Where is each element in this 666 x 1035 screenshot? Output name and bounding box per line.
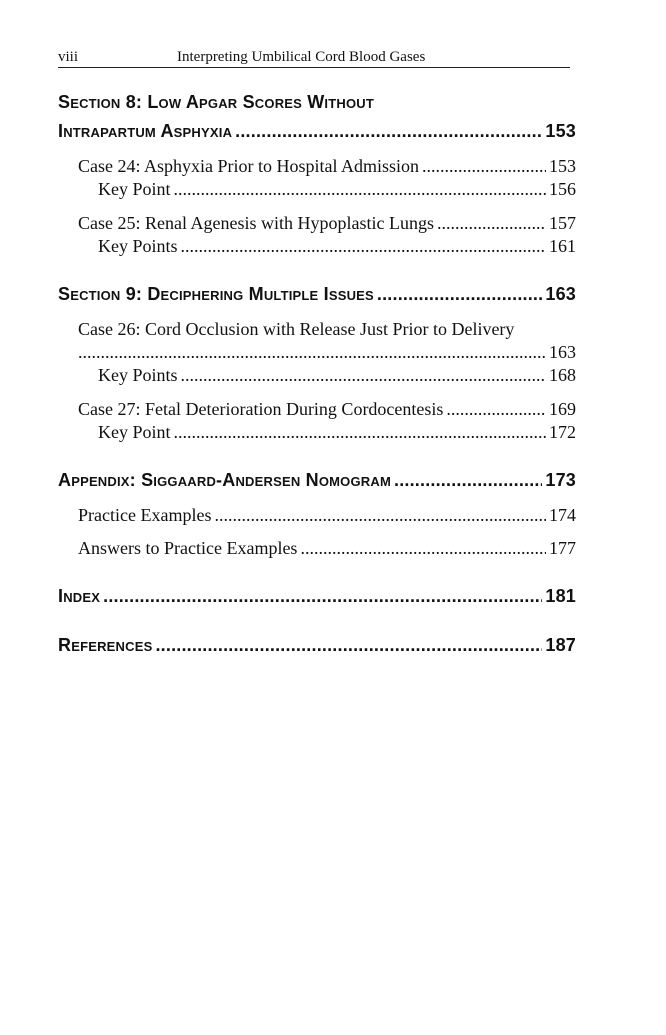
toc-case-25[interactable] [78,212,576,235]
page-number: 161 [549,236,576,256]
entry-title: Practice Examples [78,505,212,525]
toc-section-8[interactable] [58,119,576,143]
entry-title: Index [58,586,101,606]
toc-section-8-line2: Intrapartum Asphyxia [58,121,233,141]
book-title: Interpreting Umbilical Cord Blood Gases [177,49,426,65]
entry-title: Case 25: Renal Agenesis with Hypoplastic Lungs [78,213,434,233]
dot-leader [422,155,546,178]
entry-title: Answers to Practice Examples [78,538,298,558]
dot-leader [103,584,542,608]
entry-title: Key Points [98,236,178,256]
page-number: 187 [545,635,576,655]
toc-answers-practice-examples[interactable] [78,537,576,560]
page-number: 172 [549,422,576,442]
toc-section-9[interactable] [58,282,576,306]
page-number: 174 [549,505,576,525]
entry-title: Key Point [98,179,171,199]
toc-section-8-line1: Section 8: Low Apgar Scores Without [58,92,375,112]
entry-title: Case 24: Asphyxia Prior to Hospital Admission [78,156,420,176]
toc-case-24-key-point[interactable] [98,178,576,201]
toc-case-24[interactable] [78,155,576,178]
dot-leader [377,282,542,306]
toc-case-25-key-points[interactable] [98,235,576,258]
entry-title: Key Points [98,365,178,385]
toc-practice-examples[interactable] [78,504,576,527]
page-number: 163 [549,342,576,362]
toc-case-26-key-points[interactable] [98,364,576,387]
page-folio: viii [58,49,79,65]
entry-title: Case 27: Fetal Deterioration During Cordocentesis [78,399,444,419]
dot-leader [446,398,546,421]
dot-leader [174,421,546,444]
dot-leader [235,119,542,143]
entry-title: Section 9: Deciphering Multiple Issues [58,284,374,304]
page-number: 153 [545,121,576,141]
dot-leader [394,468,542,492]
toc-case-27[interactable] [78,398,576,421]
page-number: 169 [549,399,576,419]
dot-leader [155,633,542,657]
entry-title: References [58,635,153,655]
page-number: 181 [545,586,576,606]
page-number: 156 [549,179,576,199]
running-head [58,48,570,68]
toc-case-27-key-point[interactable] [98,421,576,444]
dot-leader [181,364,546,387]
page-number: 157 [549,213,576,233]
toc-case-26-title[interactable]: Case 26: Cord Occlusion with Release Just Prior to Delivery [78,319,515,339]
dot-leader [437,212,546,235]
page-number: 173 [545,470,576,490]
page-number: 177 [549,538,576,558]
toc-index[interactable] [58,584,576,608]
page-number: 168 [549,365,576,385]
entry-title: Key Point [98,422,171,442]
dot-leader [300,537,546,560]
page-number: 153 [549,156,576,176]
page-number: 163 [545,284,576,304]
dot-leader [214,504,546,527]
toc-case-26[interactable] [78,341,576,364]
dot-leader [181,235,546,258]
toc-references[interactable] [58,633,576,657]
toc-appendix[interactable] [58,468,576,492]
dot-leader [78,341,546,364]
dot-leader [174,178,546,201]
entry-title: Appendix: Siggaard-Andersen Nomogram [58,470,391,490]
